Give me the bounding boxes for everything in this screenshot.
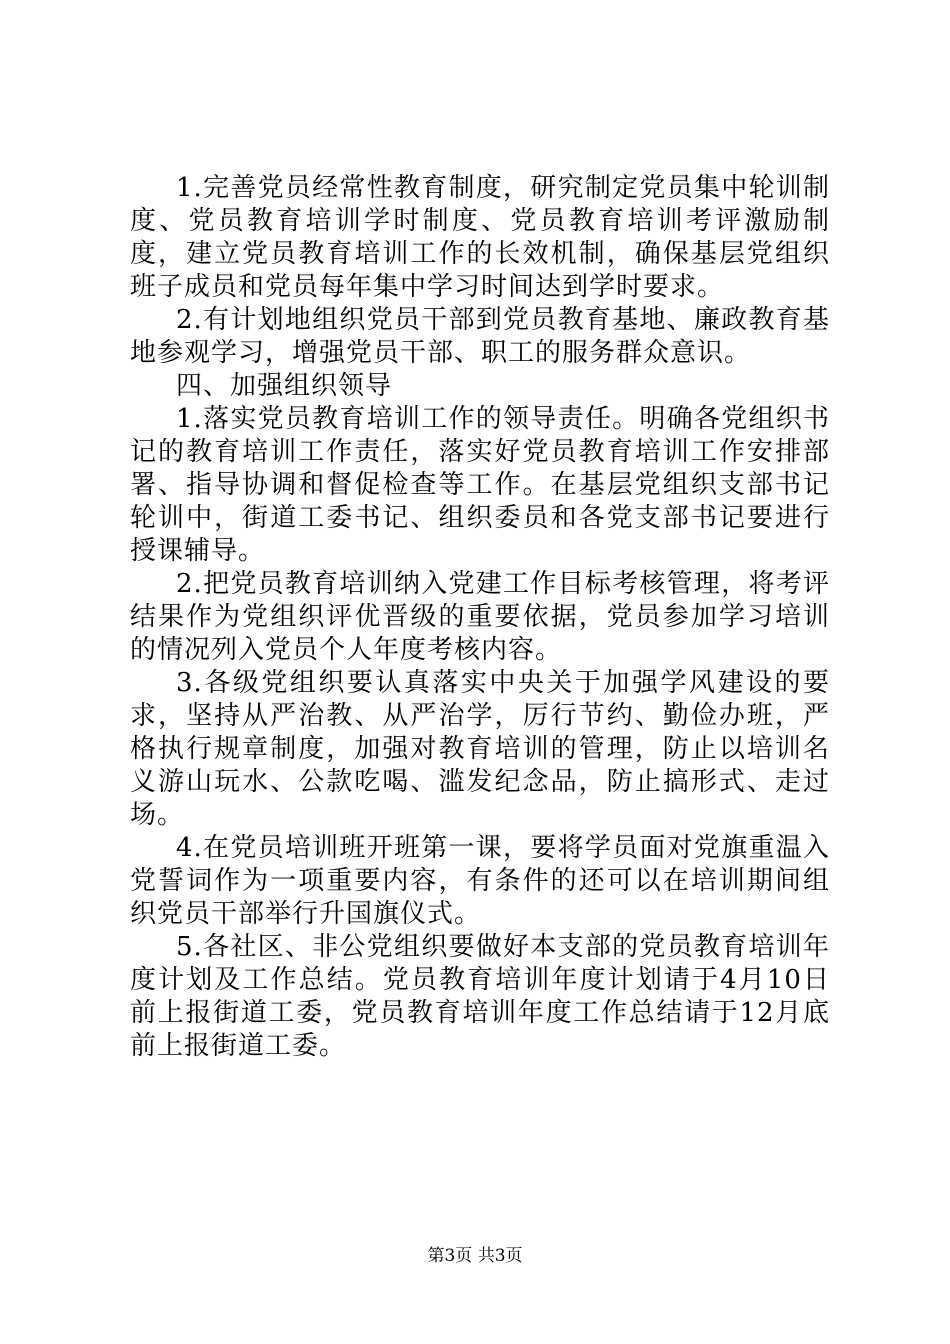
section-heading: 四、加强组织领导	[176, 371, 393, 401]
paragraph: 2.把党员教育培训纳入党建工作目标考核管理，将考评结果作为党组织评优晋级的重要依据，党员参加学习培训的情况列入党员个人年度考核内容。	[130, 569, 830, 665]
document-body	[130, 172, 830, 1063]
paragraph: 2.有计划地组织党员干部到党员教育基地、廉政教育基地参观学习，增强党员干部、职工的服务群众意识。	[130, 305, 830, 368]
paragraph: 3.各级党组织要认真落实中央关于加强学风建设的要求，坚持从严治教、从严治学，厉行节约、勤俭办班，严格执行规章制度，加强对教育培训的管理，防止以培训名义游山玩水、公款吃喝、滥发纪念品，防止搞形式、走过场。	[130, 668, 830, 830]
paragraph: 5.各社区、非公党组织要做好本支部的党员教育培训年度计划及工作总结。党员教育培训年度计划请于4月10日前上报街道工委，党员教育培训年度工作总结请于12月底前上报街道工委。	[130, 932, 830, 1061]
page-footer: 第3页 共3页	[427, 1246, 523, 1266]
paragraph: 4.在党员培训班开班第一课，要将学员面对党旗重温入党誓词作为一项重要内容，有条件的还可以在培训期间组织党员干部举行升国旗仪式。	[130, 833, 830, 929]
paragraph: 1.完善党员经常性教育制度，研究制定党员集中轮训制度、党员教育培训学时制度、党员教育培训考评激励制度，建立党员教育培训工作的长效机制，确保基层党组织班子成员和党员每年集中学习时间达到学时要求。	[130, 173, 830, 302]
paragraph: 1.落实党员教育培训工作的领导责任。明确各党组织书记的教育培训工作责任，落实好党员教育培训工作安排部署、指导协调和督促检查等工作。在基层党组织支部书记轮训中，街道工委书记、组织委员和各党支部书记要进行授课辅导。	[130, 404, 830, 566]
